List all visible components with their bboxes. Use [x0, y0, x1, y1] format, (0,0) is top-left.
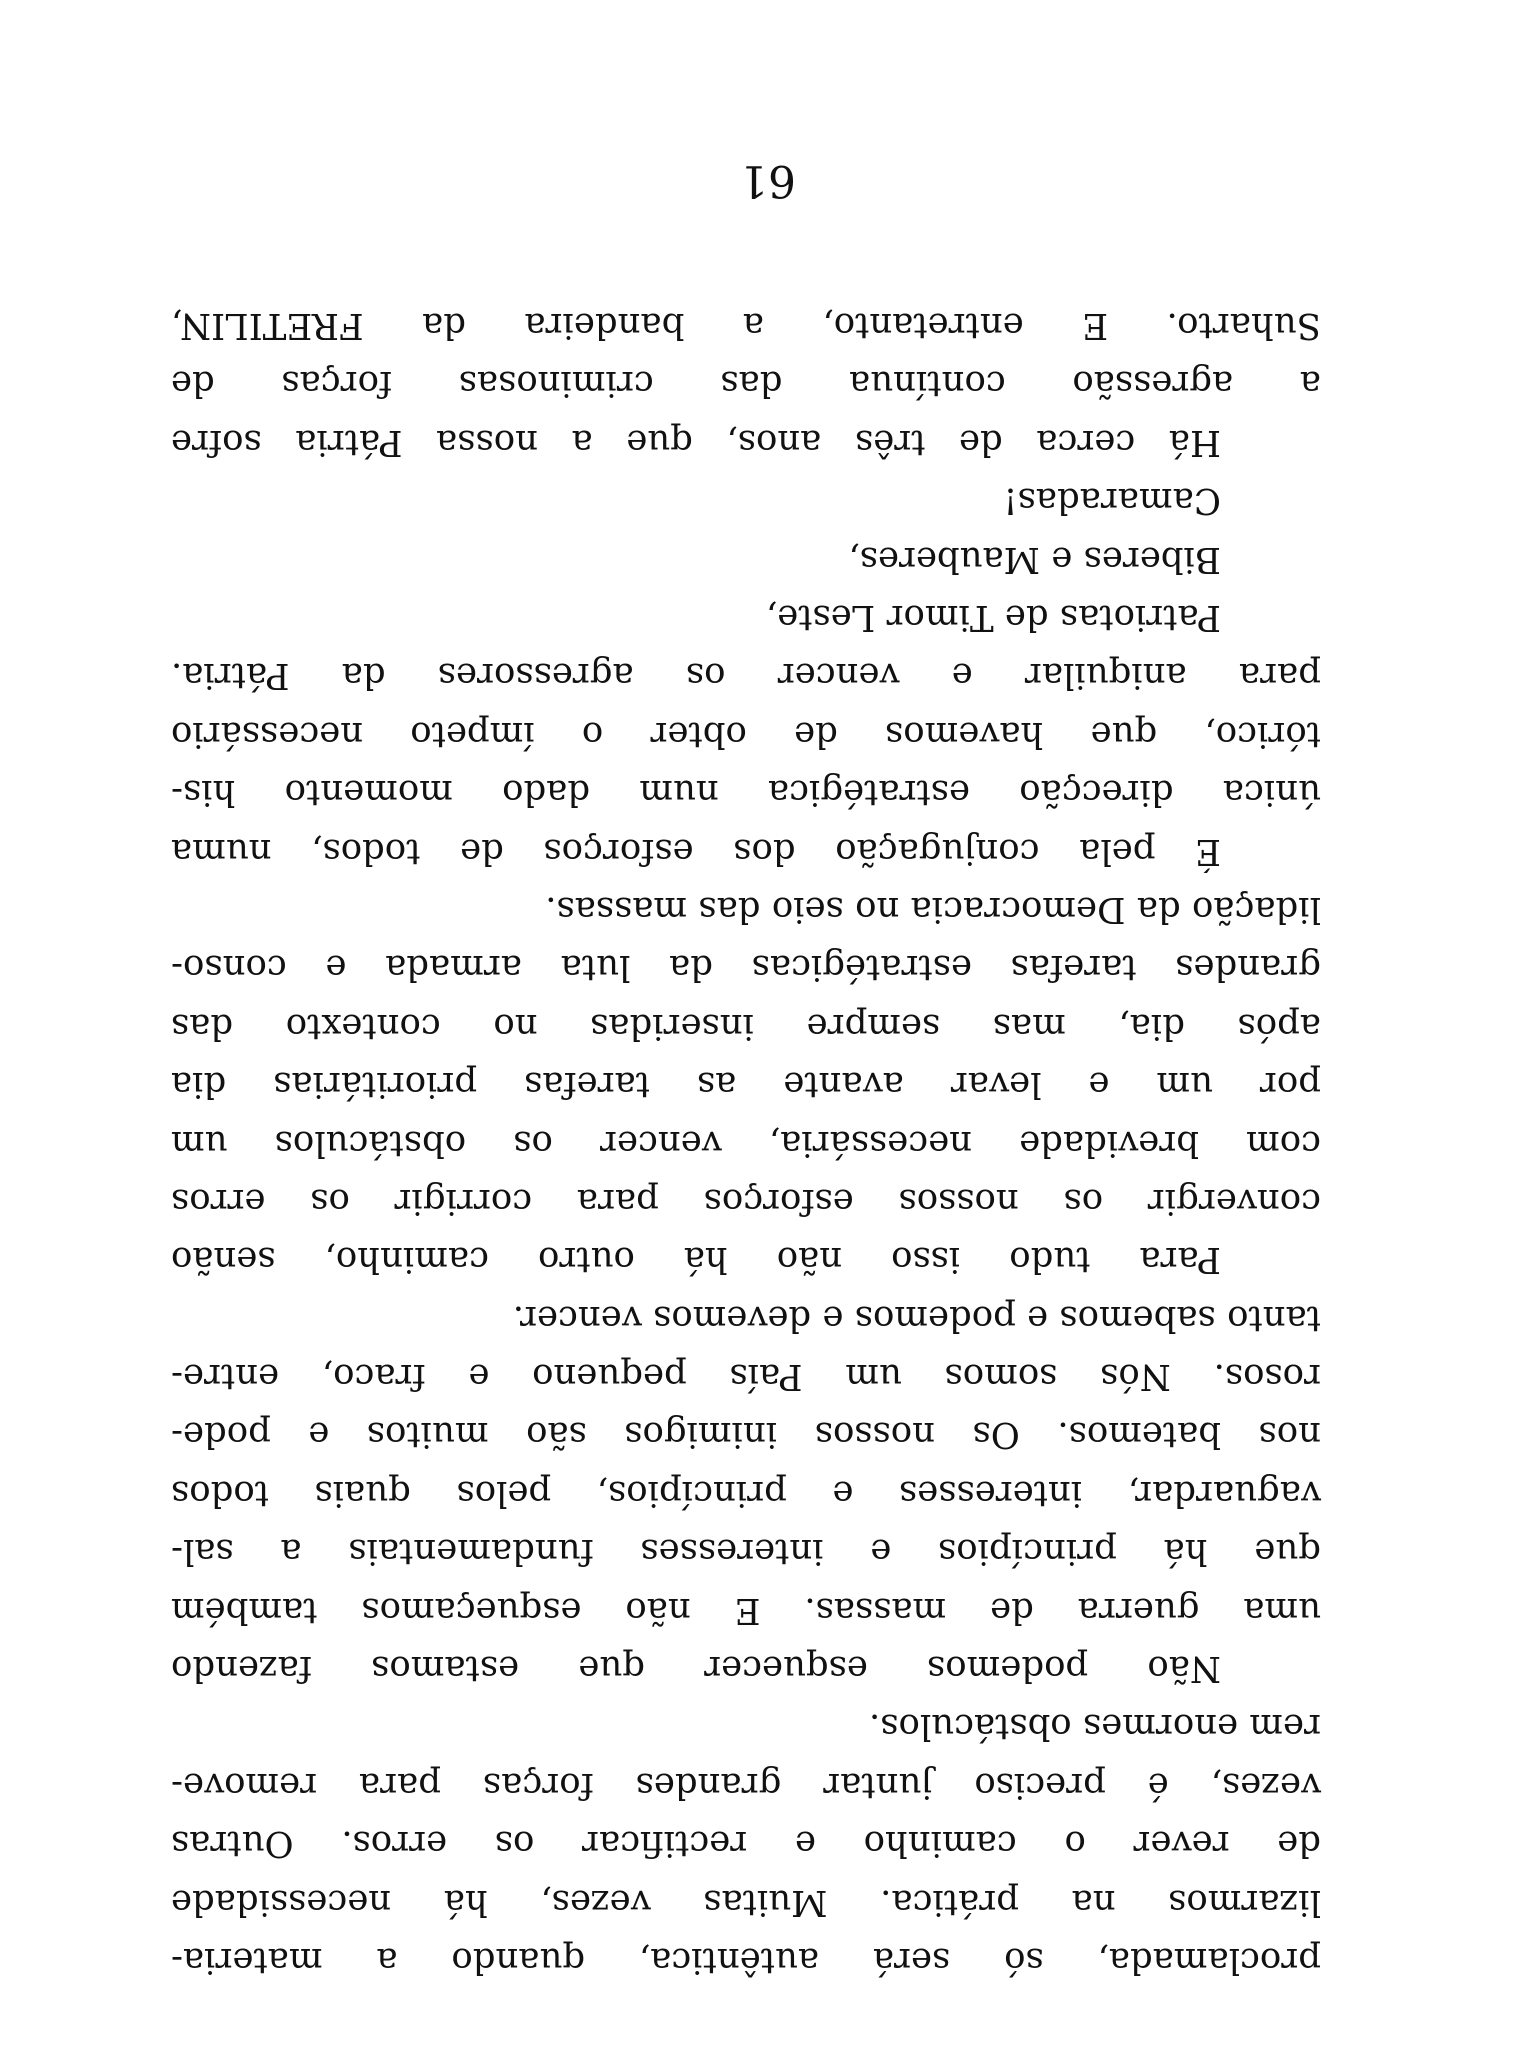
text-line: vezes, é preciso juntar grandes forças para remove-: [171, 1764, 1321, 1806]
text-line: rem enormes obstáculos.: [868, 1706, 1321, 1748]
text-line: com brevidade necessária, vencer os obstáculos um: [171, 1122, 1321, 1164]
text-line: tórico, que havemos de obter o ímpeto necessário: [171, 713, 1321, 755]
text-line: Suharto. E entretanto, a bandeira da FRETILIN,: [171, 305, 1321, 347]
text-line: de rever o caminho e rectificar os erros. Outras: [171, 1823, 1321, 1865]
text-line: após dia, mas sempre inseridas no contexto das: [171, 1005, 1321, 1047]
page-number: 61: [740, 155, 796, 206]
text-line: Não podemos esquecer que estamos fazendo: [171, 1648, 1221, 1690]
text-line: É pela conjugação dos esforços de todos, numa: [171, 830, 1221, 872]
text-line: por um e levar avante as tarefas prioritárias dia: [171, 1064, 1321, 1106]
body-text: [171, 296, 1321, 1989]
text-line: tanto sabemos e podemos e devemos vencer.: [512, 1297, 1321, 1339]
text-line: única direcção estratégica num dado momento his-: [171, 772, 1321, 814]
text-line: grandes tarefas estratégicas da luta armada e conso-: [171, 947, 1321, 989]
text-line: vaguardar, interesses e princípios, pelos quais todos: [171, 1472, 1321, 1514]
text-line: Para tudo isso não há outro caminho, senão: [171, 1239, 1221, 1281]
text-line: para aniquilar e vencer os agressores da Pátria.: [171, 655, 1321, 697]
text-line: a agressão contínua das criminosas forças de: [171, 363, 1321, 405]
text-line: que há princípios e interesses fundamentais a sal-: [171, 1531, 1321, 1573]
salutation-line: Patriotas de Timor Leste,: [765, 597, 1221, 639]
text-line: convergir os nossos esforços para corrigir os erros: [171, 1180, 1321, 1222]
salutation-line: Camaradas!: [1003, 480, 1221, 522]
text-line: nos batemos. Os nossos inimigos são muitos e pode-: [171, 1414, 1321, 1456]
text-line: proclamada, só será autêntica, quando a materia-: [171, 1940, 1321, 1981]
text-line: lizarmos na prática. Muitas vezes, há necessidade: [171, 1881, 1321, 1923]
text-line: Há cerca de três anos, que a nossa Pátria sofre: [171, 421, 1221, 463]
text-line: rosos. Nós somos um País pequeno e fraco, entre-: [171, 1356, 1321, 1398]
salutation-line: Biberes e Mauberes,: [848, 538, 1221, 580]
text-line: lidação da Democracia no seio das massas.: [545, 888, 1321, 930]
text-line: uma guerra de massas. E não esqueçamos também: [171, 1589, 1321, 1631]
